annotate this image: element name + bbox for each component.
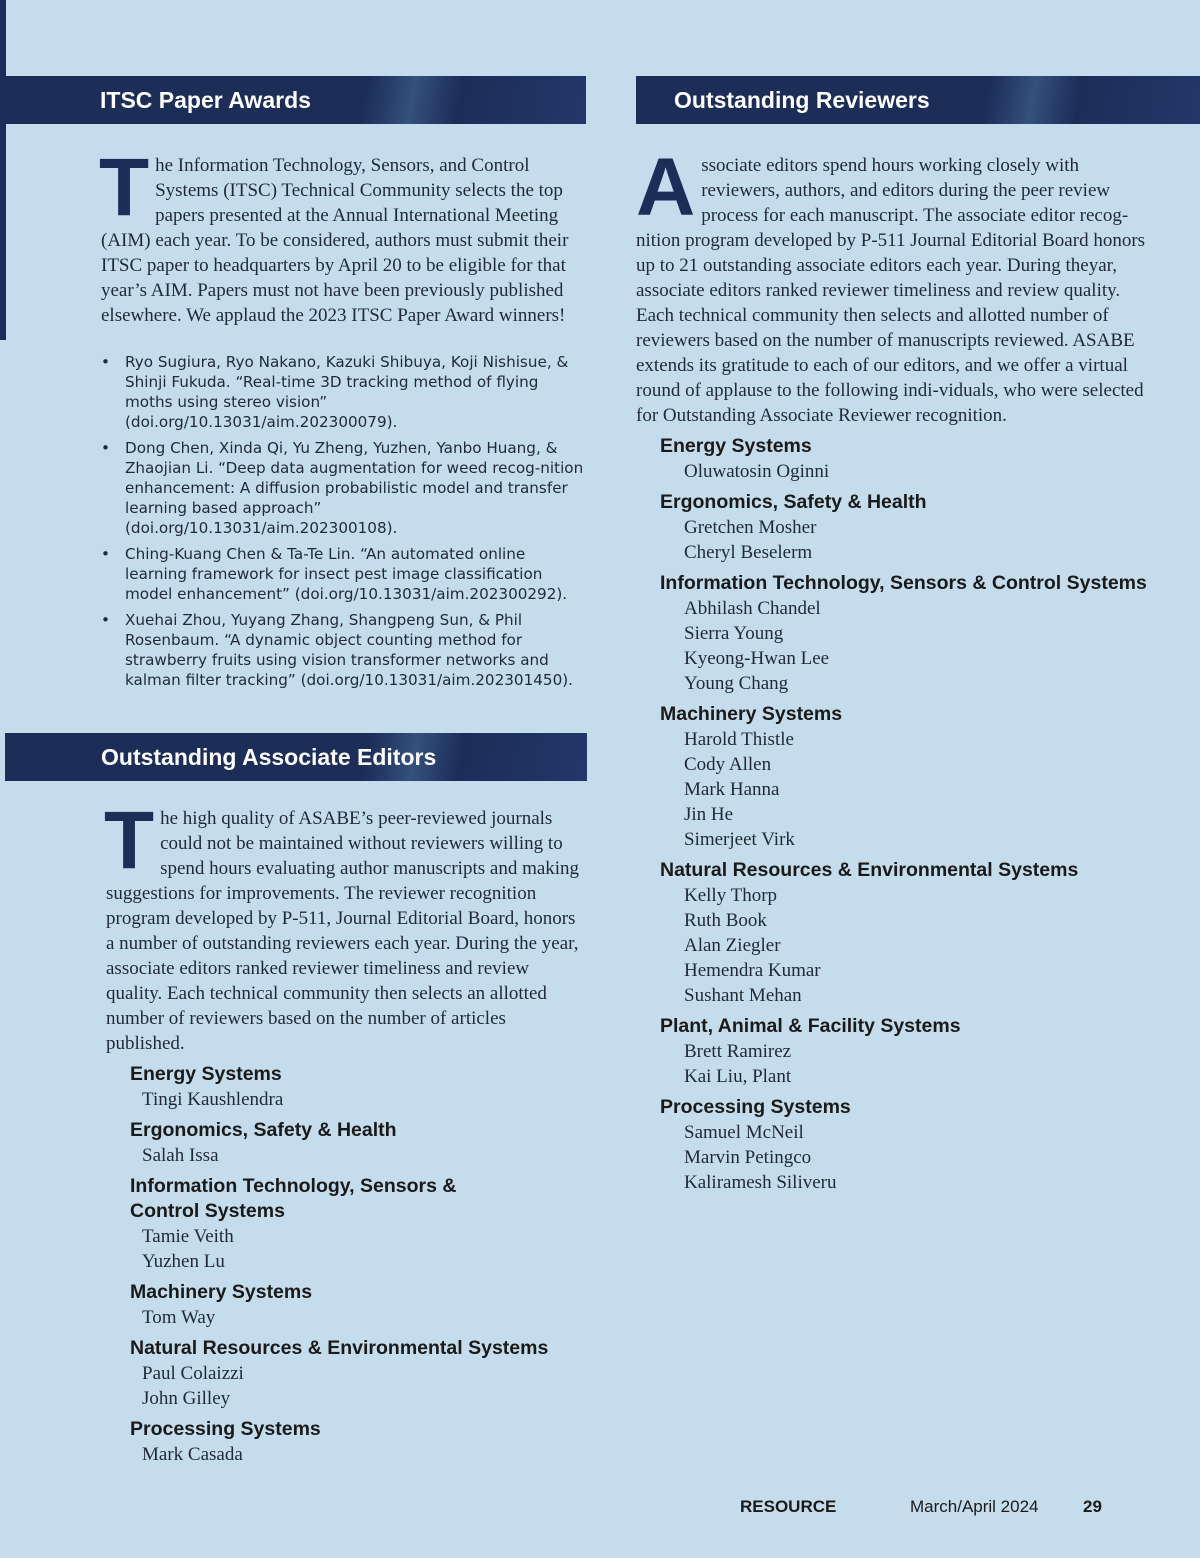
category-heading: Machinery Systems xyxy=(130,1281,313,1303)
category-heading: Machinery Systems xyxy=(660,703,843,725)
reviewer-name: Sushant Mehan xyxy=(684,985,802,1006)
reviewer-name: Abhilash Chandel xyxy=(684,598,821,619)
reviewer-name: Ruth Book xyxy=(684,910,767,931)
bullet: • xyxy=(101,439,110,457)
reviewer-name: Samuel McNeil xyxy=(684,1122,804,1143)
itsc-title: ITSC Paper Awards xyxy=(100,86,311,113)
editor-name: Salah Issa xyxy=(142,1145,219,1166)
list-item xyxy=(101,544,586,604)
reviewer-name: Young Chang xyxy=(684,673,789,694)
reviewer-name: Kyeong-Hwan Lee xyxy=(684,648,830,669)
itsc-intro-text: he Information Technology, Sensors, and Control Systems (ITSC) Technical Community selects the top papers presented at the Annual International Meeting (AIM) each year. To be considered, authors must submit their ITSC paper to headquarters by April 20 to be eligible for that year’s AIM. Papers must not have been previously published elsewhere. We applaud the 2023 ITSC Paper Award winners! xyxy=(101,155,569,326)
category-heading: Natural Resources & Environmental Systems xyxy=(130,1337,549,1359)
itsc-paper-list xyxy=(101,352,586,690)
list-item xyxy=(101,352,586,432)
reviewer-name: Hemendra Kumar xyxy=(684,960,821,981)
reviewer-group-plant-animal xyxy=(660,1014,1156,1089)
editor-name: Tom Way xyxy=(142,1307,216,1328)
editor-group-energy xyxy=(130,1062,586,1112)
editors-list xyxy=(130,1062,586,1467)
reviewers-section xyxy=(636,142,1156,1195)
reviewer-name: Oluwatosin Oginni xyxy=(684,461,830,482)
left-edge-bar xyxy=(0,0,6,340)
reviewer-group-ergonomics xyxy=(660,490,1156,565)
itsc-dropcap: T xyxy=(99,142,150,233)
reviewers-banner xyxy=(636,76,1200,124)
editor-group-itsc xyxy=(130,1174,586,1274)
editor-group-natural-resources xyxy=(130,1336,586,1411)
category-heading: Natural Resources & Environmental Systems xyxy=(660,859,1079,881)
category-heading: Energy Systems xyxy=(660,435,812,457)
category-heading: Ergonomics, Safety & Health xyxy=(130,1119,397,1141)
reviewer-name: Cheryl Beselerm xyxy=(684,542,813,563)
editor-name: John Gilley xyxy=(142,1388,231,1409)
category-heading: Ergonomics, Safety & Health xyxy=(660,491,927,513)
bullet: • xyxy=(101,611,110,629)
reviewer-group-itsc xyxy=(660,571,1156,696)
editor-name: Mark Casada xyxy=(142,1444,243,1465)
reviewer-name: Sierra Young xyxy=(684,623,784,644)
reviewer-name: Kelly Thorp xyxy=(684,885,778,906)
bullet: • xyxy=(101,545,110,563)
reviewer-name: Brett Ramirez xyxy=(684,1041,792,1062)
reviewers-dropcap: A xyxy=(636,142,696,233)
category-heading: Processing Systems xyxy=(660,1096,851,1118)
reviewers-title: Outstanding Reviewers xyxy=(674,86,930,113)
category-heading: Processing Systems xyxy=(130,1418,321,1440)
itsc-intro xyxy=(99,142,581,328)
reviewer-name: Harold Thistle xyxy=(684,729,794,750)
reviewer-group-machinery xyxy=(660,702,1156,852)
reviewer-name: Jin He xyxy=(684,804,734,825)
reviewer-name: Mark Hanna xyxy=(684,779,780,800)
editor-name: Tamie Veith xyxy=(142,1226,234,1247)
category-heading: Information Technology, Sensors & Control Systems xyxy=(660,572,1147,594)
paper-citation: Dong Chen, Xinda Qi, Yu Zheng, Yuzhen, Yanbo Huang, & Zhaojian Li. “Deep data augmentation for weed recog-nition enhancement: A diffusion probabilistic model and transfer learning based approach” (doi.org/10.13031/aim.202300108). xyxy=(125,439,584,537)
editor-group-ergonomics xyxy=(130,1118,586,1168)
editors-intro xyxy=(104,795,581,1056)
page-number: 29 xyxy=(1083,1497,1102,1516)
editors-title: Outstanding Associate Editors xyxy=(101,743,437,770)
editor-name: Tingi Kaushlendra xyxy=(142,1089,284,1110)
editors-dropcap: T xyxy=(104,795,155,886)
paper-citation: Xuehai Zhou, Yuyang Zhang, Shangpeng Sun, & Phil Rosenbaum. “A dynamic object counting method for strawberry fruits using vision transformer networks and kalman filter tracking” (doi.org/10.13031/aim.202301450). xyxy=(125,611,573,689)
editor-name: Paul Colaizzi xyxy=(142,1363,244,1384)
reviewer-group-processing xyxy=(660,1095,1156,1195)
paper-citation: Ching-Kuang Chen & Ta-Te Lin. “An automated online learning framework for insect pest image classification model enhancement” (doi.org/10.13031/aim.202300292). xyxy=(125,545,568,603)
editors-banner xyxy=(5,733,587,781)
footer-publication: RESOURCE xyxy=(740,1497,837,1516)
reviewer-name: Alan Ziegler xyxy=(684,935,781,956)
reviewers-intro xyxy=(636,142,1152,428)
editors-intro-text: he high quality of ASABE’s peer-reviewed journals could not be maintained without reviewers willing to spend hours evaluating author manuscripts and making suggestions for improvements. The reviewer recognition program developed by P-511, Journal Editorial Board, honors a number of outstanding reviewers each year. During the year, associate editors ranked reviewer timeliness and review quality. Each technical community then selects an allotted number of reviewers based on the number of articles published. xyxy=(106,808,580,1054)
reviewer-name: Gretchen Mosher xyxy=(684,517,817,538)
paper-citation: Ryo Sugiura, Ryo Nakano, Kazuki Shibuya, Koji Nishisue, & Shinji Fukuda. “Real-time 3D tracking method of flying moths using stereo vision” (doi.org/10.13031/aim.202300079). xyxy=(125,353,569,431)
reviewer-name: Marvin Petingco xyxy=(684,1147,812,1168)
reviewer-group-natural-resources xyxy=(660,858,1156,1008)
editors-section xyxy=(104,795,586,1467)
reviewer-name: Kai Liu, Plant xyxy=(684,1066,792,1087)
bullet: • xyxy=(101,353,110,371)
editor-group-machinery xyxy=(130,1280,586,1330)
list-item xyxy=(101,438,586,538)
category-heading: Information Technology, Sensors & Control Systems xyxy=(130,1175,457,1222)
reviewer-name: Simerjeet Virk xyxy=(684,829,795,850)
category-heading: Plant, Animal & Facility Systems xyxy=(660,1015,961,1037)
footer-issue: March/April 2024 xyxy=(910,1497,1039,1516)
itsc-banner xyxy=(0,76,586,124)
reviewer-group-energy xyxy=(660,434,1156,484)
list-item xyxy=(101,610,586,690)
itsc-section xyxy=(99,142,586,696)
reviewers-intro-text: ssociate editors spend hours working closely with reviewers, authors, and editors during the peer review process for each manuscript. The associate editor recog-nition program developed by P-511 Journal Editorial Board honors up to 21 outstanding associate editors each year. During theyar, associate editors ranked reviewer timeliness and review quality. Each technical community then selects and allotted number of reviewers based on the number of manuscripts reviewed. ASABE extends its gratitude to each of our editors, and we offer a virtual round of applause to the following indi-viduals, who were selected for Outstanding Associate Reviewer recognition. xyxy=(636,155,1146,426)
editor-group-processing xyxy=(130,1417,586,1467)
category-heading: Energy Systems xyxy=(130,1063,282,1085)
reviewer-name: Kaliramesh Siliveru xyxy=(684,1172,837,1193)
reviewer-name: Cody Allen xyxy=(684,754,772,775)
editor-name: Yuzhen Lu xyxy=(142,1251,225,1272)
reviewers-list xyxy=(660,434,1156,1195)
